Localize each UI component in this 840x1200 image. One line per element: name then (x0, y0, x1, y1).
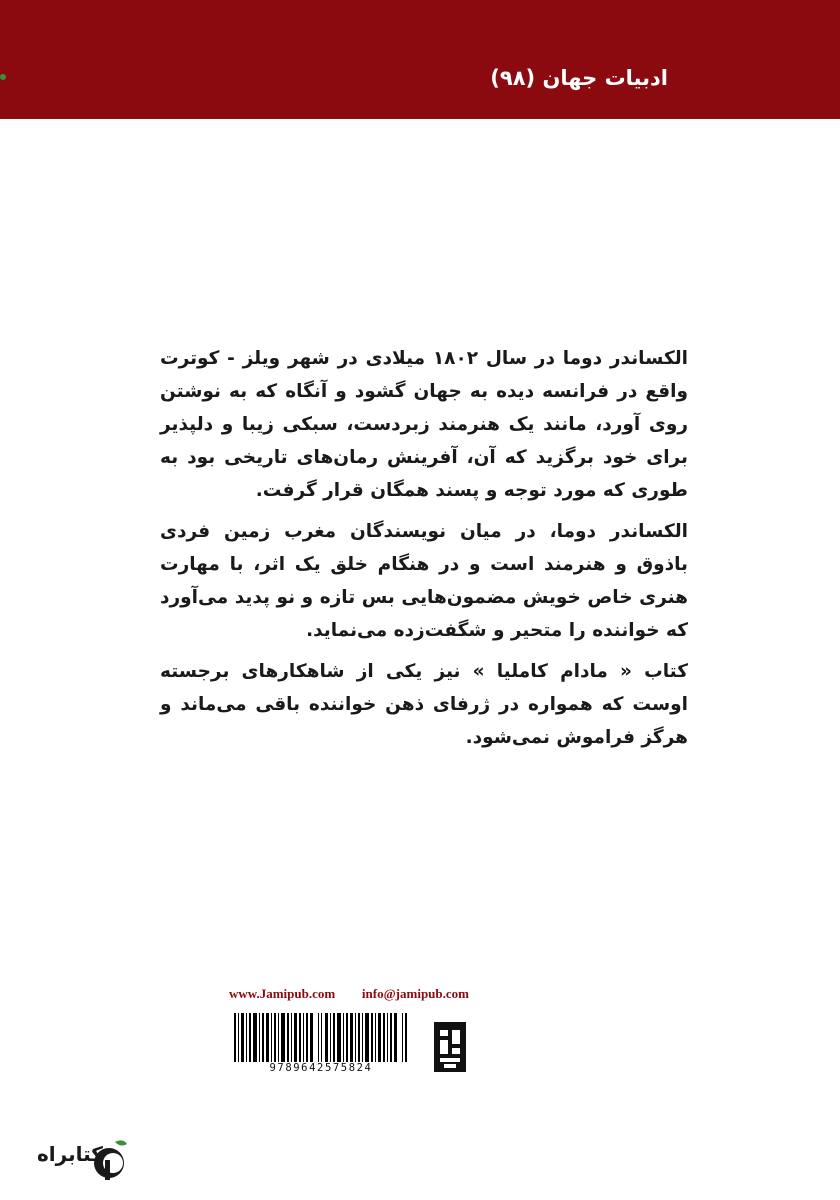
blurb-paragraph-2: الکساندر دوما، در میان نویسندگان مغرب زمین فردی باذوق و هنرمند است و در هنگام خلق یک اثر، با مهارت هنری خاص خویش مضمون‌هایی بس تازه و نو پدید می‌آورد که خواننده را متحیر و شگفت‌زده می‌نماید. (160, 521, 688, 641)
blurb-paragraph-1: الکساندر دوما در سال ۱۸۰۲ میلادی در شهر ویلز - کوترت واقع در فرانسه دیده به جهان گشود و آنگاه که به نوشتن روی آورد، مانند یک هنرمند زبردست، سبکی زیبا و دلپذیر برای خود برگزید که آن، آفرینش رمان‌های تاریخی بود به طوری که مورد توجه و پسند همگان قرار گرفت. (160, 348, 688, 501)
blurb-paragraph-3: کتاب « مادام کاملیا » نیز یکی از شاهکارهای برجسته اوست که همواره در ژرفای ذهن خواننده باقی می‌ماند و هرگز فراموش نمی‌شود. (160, 661, 688, 748)
band-corner-mark (0, 74, 6, 80)
barcode-bars (234, 1013, 407, 1069)
publisher-contacts (229, 986, 469, 1002)
store-label: کتابراه (37, 1142, 103, 1166)
isbn-digits: 9789642575824 (226, 1062, 416, 1074)
series-title: ادبیات جهان (۹۸) (490, 66, 668, 90)
email-link[interactable]: info@jamipub.com (361, 986, 469, 1001)
header-band (0, 0, 840, 119)
website-link[interactable]: www.Jamipub.com (229, 986, 336, 1001)
publisher-logo-icon (432, 1020, 468, 1074)
back-cover-blurb (160, 342, 688, 762)
